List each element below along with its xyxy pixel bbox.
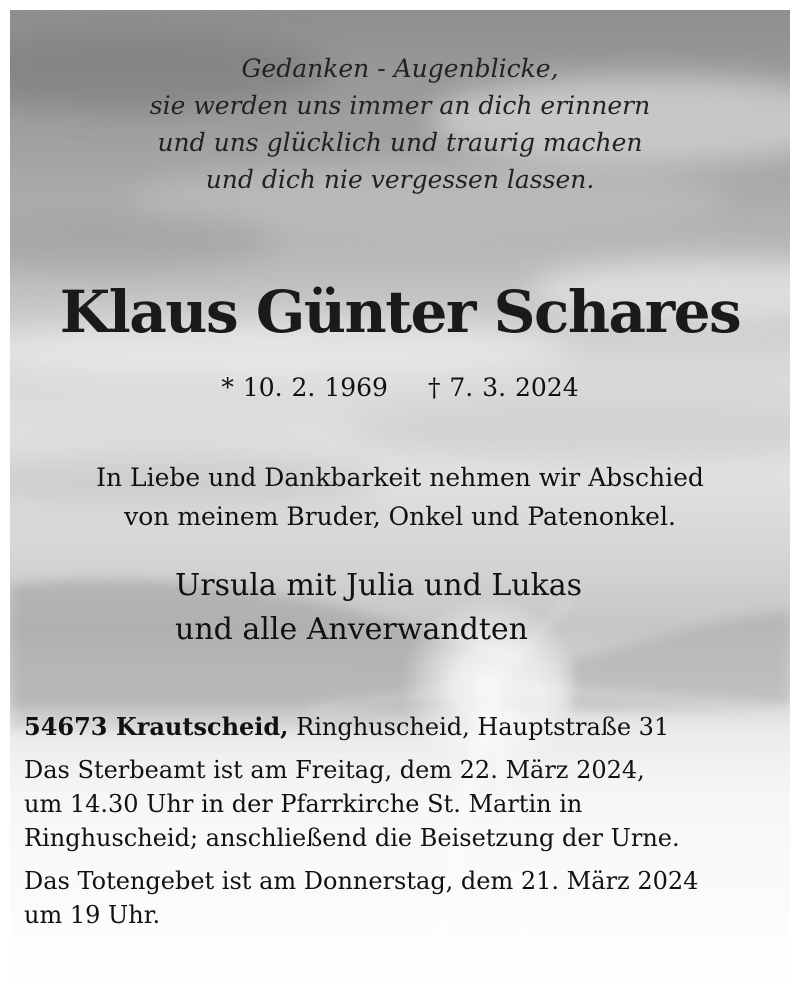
verse-line: Gedanken - Augenblicke, — [241, 54, 559, 83]
prayer-line: Das Totengebet ist am Donnerstag, dem 21. März 2024 — [24, 867, 699, 895]
verse-line: sie werden uns immer an dich erinnern — [149, 91, 651, 120]
mourners-line: Ursula mit Julia und Lukas — [175, 568, 583, 603]
deceased-name: Klaus Günter Schares — [59, 278, 741, 346]
prayer-details — [24, 864, 784, 932]
address-street: Ringhuscheid, Hauptstraße 31 — [288, 713, 670, 741]
birth-date: * 10. 2. 1969 — [221, 373, 388, 402]
memorial-verse — [10, 50, 790, 198]
farewell-text — [10, 458, 790, 536]
family-address — [24, 710, 784, 744]
requiem-line: Das Sterbeamt ist am Freitag, dem 22. März 2024, — [24, 756, 645, 784]
mourners — [175, 564, 582, 652]
verse-line: und dich nie vergessen lassen. — [205, 165, 595, 194]
requiem-line: Ringhuscheid; anschließend die Beisetzung der Urne. — [24, 824, 680, 852]
prayer-line: um 19 Uhr. — [24, 901, 161, 929]
life-dates — [10, 372, 790, 404]
mourners-line: und alle Anverwandten — [175, 612, 528, 647]
death-date: † 7. 3. 2024 — [427, 373, 579, 402]
address-place: 54673 Krautscheid, — [24, 712, 289, 741]
service-information — [24, 710, 784, 932]
obituary-notice — [10, 10, 790, 990]
verse-line: und uns glücklich und traurig machen — [157, 128, 643, 157]
farewell-line: von meinem Bruder, Onkel und Patenonkel. — [124, 502, 676, 531]
requiem-details — [24, 753, 784, 855]
requiem-line: um 14.30 Uhr in der Pfarrkirche St. Martin in — [24, 790, 583, 818]
farewell-line: In Liebe und Dankbarkeit nehmen wir Abschied — [96, 463, 704, 492]
